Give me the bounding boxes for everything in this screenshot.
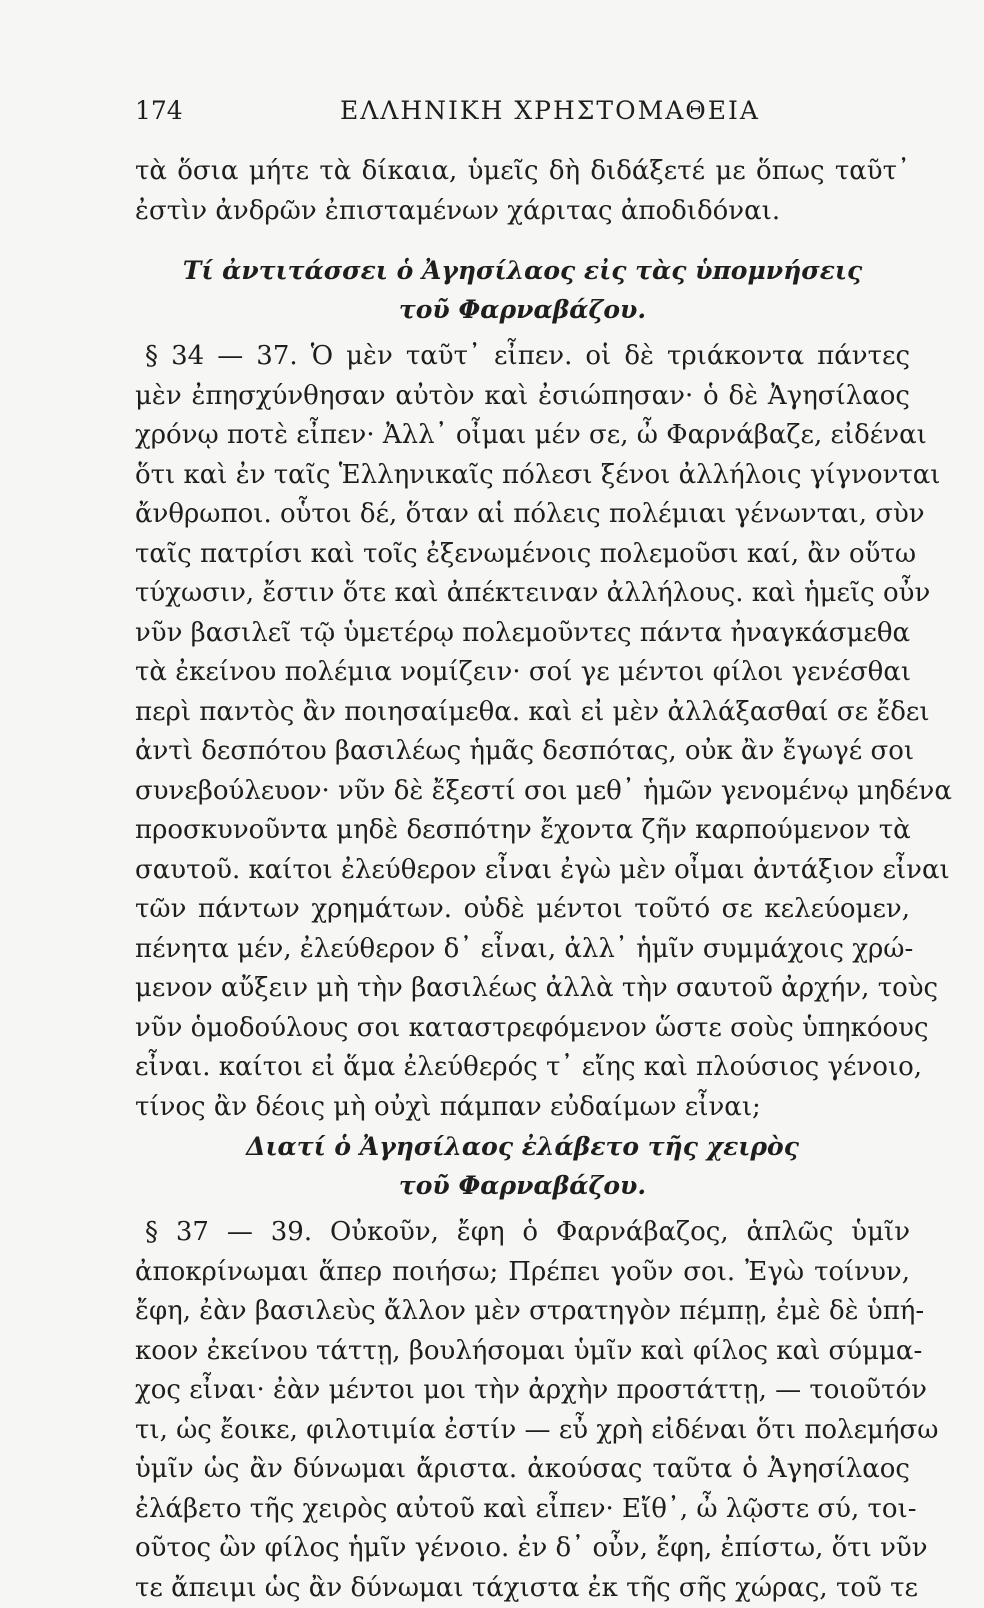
text-line: τε ἄπειμι ὡς ἂν δύνωμαι τάχιστα ἐκ τῆς σῆς χώρας, τοῦ τε — [135, 1569, 910, 1608]
text-line: χρόνῳ ποτὲ εἶπεν· Ἀλλ᾽ οἶμαι μέν σε, ὦ Φαρνάβαζε, εἰδέναι — [135, 416, 910, 456]
text-line: ταῖς πατρίσι καὶ τοῖς ἐξενωμένοις πολεμοῦσι καί, ἂν οὕτω — [135, 535, 910, 575]
page-header — [135, 96, 910, 136]
page-number: 174 — [135, 96, 183, 125]
page-body — [135, 152, 910, 1608]
text-line: τίνος ἂν δέοις μὴ οὐχὶ πάμπαν εὐδαίμων εἶναι; — [135, 1088, 910, 1128]
text-line: σαυτοῦ. καίτοι ἐλεύθερον εἶναι ἐγὼ μὲν οἶμαι ἀντάξιον εἶναι — [135, 851, 910, 891]
text-line: νῦν βασιλεῖ τῷ ὑμετέρῳ πολεμοῦντες πάντα ἠναγκάσμεθα — [135, 614, 910, 654]
section-heading-1 — [135, 251, 910, 329]
text-line: περὶ παντὸς ἂν ποιησαίμεθα. καὶ εἰ μὲν ἀλλάξασθαί σε ἔδει — [135, 693, 910, 733]
text-line: πένητα μέν, ἐλεύθερον δ᾽ εἶναι, ἀλλ᾽ ἡμῖν συμμάχοις χρώ- — [135, 930, 910, 970]
text-line: χος εἶναι· ἐὰν μέντοι μοι τὴν ἀρχὴν προστάττῃ, — τοιοῦτόν — [135, 1371, 910, 1411]
heading-line: τοῦ Φαρναβάζου. — [135, 1166, 910, 1205]
text-line: συνεβούλευον· νῦν δὲ ἔξεστί σοι μεθ᾽ ἡμῶν γενομένῳ μηδένα — [135, 772, 910, 812]
running-title: ΕΛΛΗΝΙΚΗ ΧΡΗΣΤΟΜΑΘΕΙΑ — [340, 96, 760, 125]
text-line: ὑμῖν ὡς ἂν δύνωμαι ἄριστα. ἀκούσας ταῦτα ὁ Ἀγησίλαος — [135, 1450, 910, 1490]
text-line: ἀντὶ δεσπότου βασιλέως ἡμᾶς δεσπότας, οὐκ ἂν ἔγωγέ σοι — [135, 732, 910, 772]
text-line: § 34 — 37. Ὁ μὲν ταῦτ᾽ εἶπεν. οἱ δὲ τριάκοντα πάντες — [135, 337, 910, 377]
text-line: νῦν ὁμοδούλους σοι καταστρεφόμενον ὥστε σοὺς ὑπηκόους — [135, 1009, 910, 1049]
section-heading-2 — [135, 1127, 910, 1205]
text-line: μὲν ἐπησχύνθησαν αὐτὸν καὶ ἐσιώπησαν· ὁ δὲ Ἀγησίλαος — [135, 377, 910, 417]
text-line: ἐλάβετο τῆς χειρὸς αὐτοῦ καὶ εἶπεν· Εἴθ᾽, ὦ λῷστε σύ, τοι- — [135, 1490, 910, 1530]
text-line: τι, ὡς ἔοικε, φιλοτιμία ἐστίν — εὖ χρὴ εἰδέναι ὅτι πολεμήσω — [135, 1411, 910, 1451]
text-line: ἔφη, ἐὰν βασιλεὺς ἄλλον μὲν στρατηγὸν πέμπῃ, ἐμὲ δὲ ὑπή- — [135, 1292, 910, 1332]
paragraph-1 — [135, 152, 910, 231]
text-line: τῶν πάντων χρημάτων. οὐδὲ μέντοι τοῦτό σε κελεύομεν, — [135, 890, 910, 930]
text-line: ἀποκρίνωμαι ἅπερ ποιήσω; Πρέπει γοῦν σοι. Ἐγὼ τοίνυν, — [135, 1253, 910, 1293]
text-line: ἐστὶν ἀνδρῶν ἐπισταμένων χάριτας ἀποδιδόναι. — [135, 192, 910, 232]
text-line: § 37 — 39. Οὐκοῦν, ἔφη ὁ Φαρνάβαζος, ἁπλῶς ὑμῖν — [135, 1213, 910, 1253]
text-line: κοον ἐκείνου τάττῃ, βουλήσομαι ὑμῖν καὶ φίλος καὶ σύμμα- — [135, 1332, 910, 1372]
text-line: ὅτι καὶ ἐν ταῖς Ἑλληνικαῖς πόλεσι ξένοι ἀλλήλοις γίγνονται — [135, 456, 910, 496]
text-line: τὰ ἐκείνου πολέμια νομίζειν· σοί γε μέντοι φίλοι γενέσθαι — [135, 653, 910, 693]
heading-line: Τί ἀντιτάσσει ὁ Ἀγησίλαος εἰς τὰς ὑπομνήσεις — [135, 251, 910, 290]
text-line: εἶναι. καίτοι εἰ ἅμα ἐλεύθερός τ᾽ εἴης καὶ πλούσιος γένοιο, — [135, 1048, 910, 1088]
paragraph-3 — [135, 1213, 910, 1608]
text-line: προσκυνοῦντα μηδὲ δεσπότην ἔχοντα ζῆν καρπούμενον τὰ — [135, 811, 910, 851]
text-line: μενον αὔξειν μὴ τὴν βασιλέως ἀλλὰ τὴν σαυτοῦ ἀρχήν, τοὺς — [135, 969, 910, 1009]
heading-line: τοῦ Φαρναβάζου. — [135, 290, 910, 329]
paragraph-2 — [135, 337, 910, 1127]
heading-line: Διατί ὁ Ἀγησίλαος ἐλάβετο τῆς χειρὸς — [135, 1127, 910, 1166]
text-line: ἄνθρωποι. οὗτοι δέ, ὅταν αἱ πόλεις πολέμιαι γένωνται, σὺν — [135, 495, 910, 535]
text-line: τύχωσιν, ἔστιν ὅτε καὶ ἀπέκτειναν ἀλλήλους. καὶ ἡμεῖς οὖν — [135, 574, 910, 614]
text-line: τὰ ὅσια μήτε τὰ δίκαια, ὑμεῖς δὴ διδάξετέ με ὅπως ταῦτ᾽ — [135, 152, 910, 192]
text-line: οῦτος ὢν φίλος ἡμῖν γένοιο. ἐν δ᾽ οὖν, ἔφη, ἐπίστω, ὅτι νῦν — [135, 1529, 910, 1569]
